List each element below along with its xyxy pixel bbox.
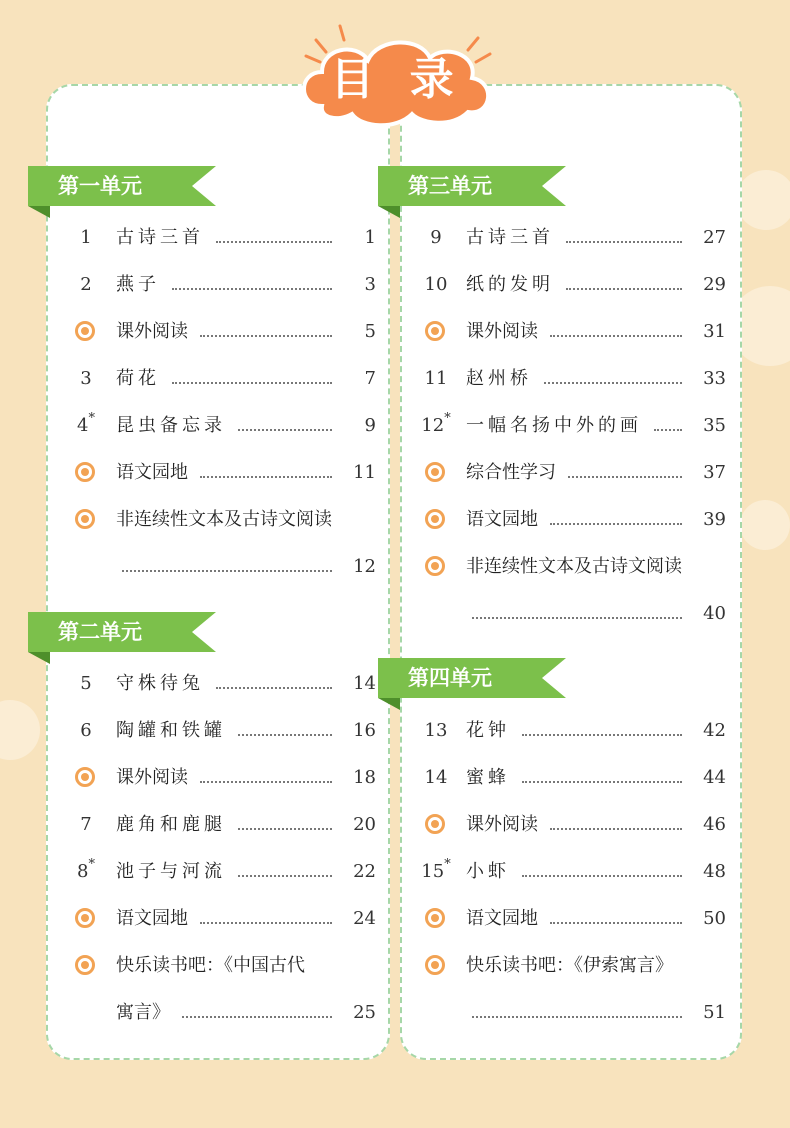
bullet-circle-icon: [75, 955, 95, 975]
unit-title: 第三单元: [408, 174, 492, 198]
bullet-circle-icon: [425, 509, 445, 529]
page-number: 37: [703, 462, 726, 483]
entry-title: 小虾: [466, 861, 510, 882]
lesson-number: [60, 220, 112, 256]
toc-entry[interactable]: [60, 314, 376, 350]
toc-entry[interactable]: [410, 854, 726, 890]
dot-leader: [200, 922, 332, 924]
entry-title-continued: 寓言》: [116, 1002, 170, 1023]
background-dot: [740, 500, 790, 550]
dot-leader: [522, 875, 682, 877]
entry-title: 守株待兔: [116, 673, 204, 694]
bullet-circle-icon: [425, 955, 445, 975]
lesson-number-text: 1: [80, 227, 92, 248]
page-number: 44: [703, 767, 726, 788]
toc-entry[interactable]: [60, 901, 376, 937]
page-number: 18: [353, 767, 376, 788]
bullet-circle-icon: [75, 908, 95, 928]
entry-title: 语文园地: [466, 908, 538, 929]
toc-entry-continuation[interactable]: [410, 596, 726, 632]
page-number: 25: [353, 1002, 376, 1023]
bullet-circle-icon: [425, 556, 445, 576]
optional-star: *: [88, 857, 95, 872]
toc-entry[interactable]: [60, 455, 376, 491]
page-number: 33: [703, 368, 726, 389]
lesson-number-text: 15: [421, 861, 445, 882]
entry-title: 陶罐和铁罐: [116, 720, 226, 741]
toc-entry[interactable]: [410, 760, 726, 796]
bullet-circle-icon: [425, 462, 445, 482]
lesson-number: [410, 408, 462, 444]
lesson-number-text: 7: [80, 814, 92, 835]
page-number: 29: [703, 274, 726, 295]
entry-title: 语文园地: [116, 908, 188, 929]
lesson-number-text: 3: [80, 368, 92, 389]
entry-title: 古诗三首: [466, 227, 554, 248]
bullet-circle-icon: [425, 814, 445, 834]
dot-leader: [238, 828, 332, 830]
toc-entry[interactable]: [60, 854, 376, 890]
dot-leader: [472, 617, 682, 619]
dot-leader: [522, 781, 682, 783]
page-number: 35: [703, 415, 726, 436]
page-number: 16: [353, 720, 376, 741]
dot-leader: [216, 241, 332, 243]
toc-entry[interactable]: [60, 948, 376, 984]
bullet-circle-icon: [75, 462, 95, 482]
entry-title: 纸的发明: [466, 274, 554, 295]
page-number: 31: [703, 321, 726, 342]
lesson-number: [410, 267, 462, 303]
lesson-number: [410, 220, 462, 256]
page-number: 51: [703, 1002, 726, 1023]
entry-title: 燕子: [116, 274, 160, 295]
dot-leader: [654, 429, 682, 431]
toc-entry-continuation[interactable]: [60, 995, 376, 1031]
lesson-number-text: 8: [77, 861, 89, 882]
toc-entry[interactable]: [410, 901, 726, 937]
entry-title: 昆虫备忘录: [116, 415, 226, 436]
entry-title: 鹿角和鹿腿: [116, 814, 226, 835]
lesson-number: [60, 408, 112, 444]
entry-title: 古诗三首: [116, 227, 204, 248]
toc-entry[interactable]: [410, 502, 726, 538]
toc-entry[interactable]: [60, 408, 376, 444]
entry-title: 非连续性文本及古诗文阅读: [466, 556, 682, 577]
page-number: 48: [703, 861, 726, 882]
optional-star: *: [444, 857, 451, 872]
entry-title: 课外阅读: [116, 321, 188, 342]
lesson-number-text: 5: [80, 673, 92, 694]
toc-entry[interactable]: [60, 807, 376, 843]
page-number: 24: [353, 908, 376, 929]
toc-entry[interactable]: [410, 948, 726, 984]
lesson-number-text: 9: [430, 227, 442, 248]
toc-entry[interactable]: [410, 713, 726, 749]
page-number: 42: [703, 720, 726, 741]
dot-leader: [566, 288, 682, 290]
toc-entry[interactable]: [60, 267, 376, 303]
dot-leader: [200, 781, 332, 783]
toc-entry[interactable]: [410, 408, 726, 444]
dot-leader: [550, 922, 682, 924]
lesson-number: [410, 854, 462, 890]
unit-title: 第二单元: [58, 620, 142, 644]
page-number: 46: [703, 814, 726, 835]
toc-entry[interactable]: [60, 220, 376, 256]
lesson-number: [60, 854, 112, 890]
lesson-number-text: 12: [421, 415, 445, 436]
dot-leader: [238, 875, 332, 877]
toc-entry-continuation[interactable]: [410, 995, 726, 1031]
dot-leader: [182, 1016, 332, 1018]
lesson-number: [410, 760, 462, 796]
dot-leader: [550, 335, 682, 337]
toc-entry[interactable]: [60, 760, 376, 796]
entry-title: 课外阅读: [116, 767, 188, 788]
lesson-number: [60, 713, 112, 749]
lesson-number-text: 4: [77, 415, 89, 436]
dot-leader: [122, 570, 332, 572]
toc-entry[interactable]: [410, 807, 726, 843]
dot-leader: [238, 429, 332, 431]
dot-leader: [550, 828, 682, 830]
dot-leader: [238, 734, 332, 736]
entry-title: 赵州桥: [466, 368, 532, 389]
entry-title: 快乐读书吧：《伊索寓言》: [466, 955, 673, 976]
dot-leader: [172, 288, 332, 290]
toc-entry[interactable]: [60, 666, 376, 702]
page-title: 目 录: [330, 54, 464, 105]
lesson-number: [60, 807, 112, 843]
entry-title: 非连续性文本及古诗文阅读: [116, 509, 332, 530]
page-number: 50: [703, 908, 726, 929]
page-number: 9: [364, 415, 376, 436]
unit-banner: [28, 612, 218, 652]
toc-entry[interactable]: [60, 502, 376, 538]
lesson-number-text: 2: [80, 274, 92, 295]
bullet-circle-icon: [75, 509, 95, 529]
entry-title: 课外阅读: [466, 321, 538, 342]
page-number: 14: [353, 673, 376, 694]
toc-entry[interactable]: [60, 361, 376, 397]
unit-banner: [378, 166, 568, 206]
lesson-number: [410, 713, 462, 749]
lesson-number: [60, 361, 112, 397]
entry-title: 蜜蜂: [466, 767, 510, 788]
lesson-number-text: 13: [424, 720, 448, 741]
lesson-number-text: 10: [424, 274, 448, 295]
unit-title: 第四单元: [408, 666, 492, 690]
page-number: 20: [353, 814, 376, 835]
entry-title: 课外阅读: [466, 814, 538, 835]
page-number: 11: [353, 462, 376, 483]
page-number: 27: [703, 227, 726, 248]
bullet-circle-icon: [75, 321, 95, 341]
lesson-number-text: 6: [80, 720, 92, 741]
lesson-number-text: 11: [424, 368, 448, 389]
toc-entry-continuation[interactable]: [60, 549, 376, 585]
page-number: 5: [364, 321, 376, 342]
dot-leader: [200, 335, 332, 337]
dot-leader: [200, 476, 332, 478]
toc-entry[interactable]: [410, 549, 726, 585]
lesson-number-text: 14: [424, 767, 448, 788]
page-number: 1: [364, 227, 376, 248]
optional-star: *: [444, 411, 451, 426]
toc-entry[interactable]: [410, 455, 726, 491]
entry-title: 语文园地: [116, 462, 188, 483]
lesson-number: [60, 267, 112, 303]
background-dot: [736, 170, 790, 230]
dot-leader: [216, 687, 332, 689]
entry-title: 花钟: [466, 720, 510, 741]
entry-title: 荷花: [116, 368, 160, 389]
optional-star: *: [88, 411, 95, 426]
dot-leader: [522, 734, 682, 736]
page-number: 7: [364, 368, 376, 389]
bullet-circle-icon: [425, 908, 445, 928]
dot-leader: [566, 241, 682, 243]
unit-banner: [28, 166, 218, 206]
page-number: 12: [353, 556, 376, 577]
bullet-circle-icon: [425, 321, 445, 341]
page-number: 22: [353, 861, 376, 882]
entry-title: 池子与河流: [116, 861, 226, 882]
toc-entry[interactable]: [410, 220, 726, 256]
page-number: 3: [364, 274, 376, 295]
bullet-circle-icon: [75, 767, 95, 787]
entry-title: 综合性学习: [466, 462, 556, 483]
entry-title: 一幅名扬中外的画: [466, 415, 642, 436]
page-number: 40: [703, 603, 726, 624]
toc-entry[interactable]: [410, 361, 726, 397]
background-dot: [0, 700, 40, 760]
entry-title: 快乐读书吧：《中国古代: [116, 955, 305, 976]
dot-leader: [568, 476, 682, 478]
page-number: 39: [703, 509, 726, 530]
dot-leader: [544, 382, 682, 384]
dot-leader: [472, 1016, 682, 1018]
lesson-number: [410, 361, 462, 397]
dot-leader: [550, 523, 682, 525]
entry-title: 语文园地: [466, 509, 538, 530]
dot-leader: [172, 382, 332, 384]
toc-entry[interactable]: [60, 713, 376, 749]
unit-title: 第一单元: [58, 174, 142, 198]
toc-entry[interactable]: [410, 267, 726, 303]
toc-entry[interactable]: [410, 314, 726, 350]
lesson-number: [60, 666, 112, 702]
unit-banner: [378, 658, 568, 698]
